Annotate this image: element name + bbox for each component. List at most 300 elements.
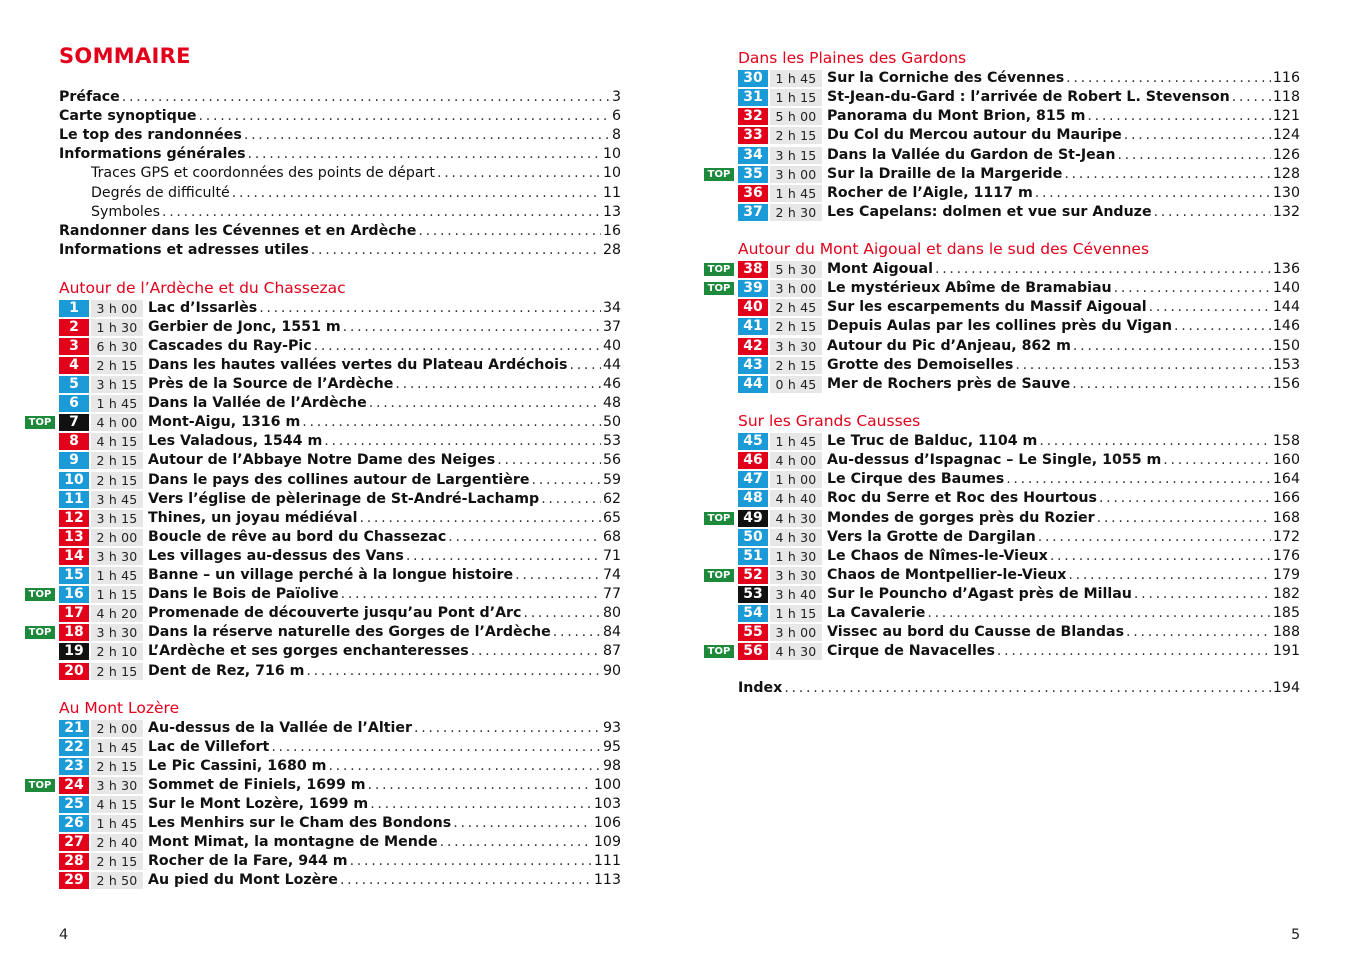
dot-leader [453,814,592,833]
hike-entry[interactable] [738,528,1300,547]
dot-leader [1050,547,1271,566]
dotted-line [148,299,621,318]
entry-title: Mer de Rochers près de Sauve [827,375,1071,392]
entry-title: Au-dessus d’Ispagnac – Le Single, 1055 m [827,452,1162,469]
entry-page: 65 [602,509,621,526]
entry-page: 74 [602,567,621,583]
dotted-line [827,279,1300,298]
hike-entry[interactable] [59,299,621,318]
hike-number-badge: 29 [59,872,89,889]
hike-entry[interactable] [707,260,1300,279]
hike-entry[interactable] [59,375,621,394]
entry-title: Le Truc de Balduc, 1104 m [827,433,1038,450]
entry-page: 77 [602,586,621,603]
entry-title: Le top des randonnées [59,127,242,144]
entry-title: Lac de Villefort [148,738,270,755]
dot-leader [1174,317,1271,336]
hike-duration: 2 h 45 [770,299,822,316]
entry-title: Le Chaos de Nîmes-le-Vieux [827,547,1048,564]
hike-duration: 1 h 30 [770,548,822,565]
hike-entry[interactable] [738,69,1300,88]
entry-title: Banne – un village perché à la longue histoire [148,567,514,583]
dotted-line [148,814,621,833]
hike-entry[interactable] [59,356,621,375]
hike-duration: 3 h 30 [91,624,143,641]
dotted-line [148,833,621,852]
dotted-line [738,679,1300,698]
index-entry[interactable] [738,679,1300,698]
hike-entry[interactable] [59,604,621,623]
hike-number-badge: 4 [59,357,89,374]
dot-leader [1163,451,1271,470]
hike-duration: 2 h 15 [91,472,143,489]
entry-page: 153 [1272,356,1300,373]
dot-leader [1114,279,1271,298]
hike-duration: 3 h 40 [770,586,822,603]
dot-leader [1232,88,1271,107]
entry-page: 136 [1272,261,1300,278]
entry-page: 126 [1272,146,1300,163]
dot-leader [1072,375,1271,394]
hike-number-badge: 43 [738,357,768,374]
hike-entry[interactable] [738,107,1300,126]
hike-duration: 2 h 15 [91,853,143,870]
hike-entry[interactable] [59,719,621,738]
hike-entry[interactable] [59,509,621,528]
hike-duration: 4 h 40 [770,490,822,507]
hike-duration: 3 h 30 [91,777,143,794]
entry-title: Depuis Aulas par les collines près du Vigan [827,318,1172,335]
hike-number-badge: 10 [59,472,89,489]
hike-number-badge: 12 [59,510,89,527]
dotted-line [148,394,621,413]
entry-title: Autour du Pic d’Anjeau, 862 m [827,337,1071,354]
dot-leader [314,337,601,356]
entry-page: 28 [602,241,621,258]
entry-page: 172 [1272,528,1300,545]
hike-entry[interactable] [738,432,1300,451]
dotted-line [827,375,1300,394]
entry-title: Roc du Serre et Roc des Hourtous [827,490,1097,507]
hike-number-badge: 17 [59,605,89,622]
entry-title: Près de la Source de l’Ardèche [148,376,394,392]
hike-number-badge: 27 [59,834,89,851]
entry-title: Grotte des Demoiselles [827,356,1014,373]
dot-leader [369,394,601,413]
dot-leader [350,852,592,871]
hike-entry[interactable] [738,298,1300,317]
front-entry[interactable] [59,203,621,222]
dot-leader [341,585,601,604]
hike-duration: 2 h 00 [91,529,143,546]
entry-page: 109 [593,834,621,851]
dotted-line [827,165,1300,184]
top-badge: TOP [704,569,734,582]
entry-title: Sur le Pouncho d’Agast près de Millau [827,585,1132,602]
hike-number-badge: 48 [738,490,768,507]
entry-page: 80 [602,605,621,622]
entry-page: 93 [602,719,621,736]
entry-title: Panorama du Mont Brion, 815 m [827,108,1086,125]
entry-title: Promenade de découverte jusqu’au Pont d’Arc [148,605,522,622]
hike-entry[interactable] [59,394,621,413]
hike-duration: 5 h 00 [770,108,822,125]
hike-number-badge: 36 [738,185,768,202]
hike-number-badge: 24 [59,777,89,794]
dot-leader [1068,566,1271,585]
dot-leader [271,738,601,757]
dot-leader [244,126,610,145]
hike-entry[interactable] [28,413,621,432]
entry-title: Sur la Draille de la Margeride [827,165,1063,182]
hike-entry[interactable] [59,662,621,681]
hike-number-badge: 49 [738,510,768,527]
top-badge: TOP [25,416,55,429]
dotted-line [827,184,1300,203]
dotted-line [148,451,621,470]
dotted-line [827,432,1300,451]
dot-leader [162,203,601,222]
entry-page: 6 [611,108,621,125]
dotted-line [827,585,1300,604]
dotted-line [827,146,1300,165]
hike-entry[interactable] [59,814,621,833]
dotted-line [148,566,621,585]
hike-number-badge: 32 [738,108,768,125]
entry-title: Dans la Vallée du Gardon de St-Jean [827,146,1116,163]
hike-entry[interactable] [738,317,1300,336]
hike-duration: 2 h 30 [770,204,822,221]
front-entry[interactable] [59,241,621,260]
page-number-right: 5 [1291,927,1301,943]
entry-page: 87 [602,643,621,660]
dot-leader [523,604,600,623]
hike-entry[interactable] [738,203,1300,222]
entry-title: Dans le pays des collines autour de Largentière [148,471,530,488]
top-badge: TOP [25,626,55,639]
hike-duration: 3 h 00 [770,624,822,641]
hike-duration: 1 h 00 [770,471,822,488]
dot-leader [414,719,601,738]
hike-entry[interactable] [738,547,1300,566]
entry-title: Symboles [91,203,160,220]
hike-number-badge: 39 [738,280,768,297]
entry-page: 53 [602,433,621,450]
entry-page: 179 [1272,566,1300,583]
entry-page: 156 [1272,375,1300,392]
hike-duration: 3 h 30 [91,548,143,565]
hike-entry[interactable] [707,642,1300,661]
entry-page: 168 [1272,509,1300,526]
hike-duration: 1 h 15 [91,586,143,603]
hike-duration: 2 h 15 [770,318,822,335]
entry-page: 150 [1272,337,1300,354]
hike-entry[interactable] [738,585,1300,604]
hike-entry[interactable] [738,184,1300,203]
dot-leader [1087,107,1271,126]
hike-entry[interactable] [738,604,1300,623]
entry-page: 140 [1272,280,1300,297]
dot-leader [1154,203,1271,222]
entry-title: Rocher de la Fare, 944 m [148,853,348,870]
hike-number-badge: 42 [738,338,768,355]
dotted-line [827,547,1300,566]
front-entry[interactable] [59,222,621,241]
dot-leader [1117,146,1270,165]
entry-title: Carte synoptique [59,108,197,125]
entry-title: L’Ardèche et ses gorges enchanteresses [148,643,469,660]
dot-leader [1134,585,1271,604]
entry-page: 50 [602,414,621,431]
hike-number-badge: 45 [738,433,768,450]
hike-duration: 4 h 15 [91,433,143,450]
dot-leader [1073,337,1271,356]
dotted-line [148,642,621,661]
entry-page: 160 [1272,452,1300,469]
hike-duration: 3 h 45 [91,491,143,508]
hike-entry[interactable] [59,547,621,566]
dotted-line [148,623,621,642]
hike-duration: 3 h 15 [91,376,143,393]
hike-entry[interactable] [738,126,1300,145]
entry-title: Dans le Bois de Païolive [148,586,339,603]
hike-entry[interactable] [59,833,621,852]
dotted-line [148,356,621,375]
hike-entry[interactable] [59,642,621,661]
dotted-line [59,222,621,241]
dot-leader [1064,165,1271,184]
hike-number-badge: 44 [738,376,768,393]
hike-duration: 2 h 15 [770,357,822,374]
hike-number-badge: 18 [59,624,89,641]
dotted-line [827,528,1300,547]
entry-title: Dans les hautes vallées vertes du Plateau Ardéchois [148,356,568,373]
hike-entry[interactable] [707,566,1300,585]
dot-leader [232,184,601,203]
dot-leader [199,107,610,126]
dot-leader [541,490,601,509]
hike-number-badge: 11 [59,491,89,508]
dotted-line [827,260,1300,279]
dot-leader [448,528,601,547]
entry-page: 62 [602,490,621,507]
dotted-line [148,795,621,814]
hike-entry[interactable] [738,470,1300,489]
dot-leader [259,299,601,318]
dotted-line [148,490,621,509]
entry-page: 71 [602,547,621,564]
entry-page: 46 [602,376,621,392]
dot-leader [302,413,601,432]
hike-number-badge: 26 [59,815,89,832]
section-title: Autour du Mont Aigoual et dans le sud des Cévennes [738,240,1150,258]
hike-entry[interactable] [738,451,1300,470]
dot-leader [343,318,601,337]
dot-leader [1039,432,1271,451]
hike-number-badge: 9 [59,452,89,469]
entry-page: 158 [1272,433,1300,450]
hike-entry[interactable] [59,337,621,356]
dotted-line [148,719,621,738]
hike-duration: 4 h 30 [770,510,822,527]
entry-title: Rocher de l’Aigle, 1117 m [827,184,1033,201]
hike-duration: 1 h 45 [91,567,143,584]
front-entry[interactable] [59,184,621,203]
dotted-line [148,318,621,337]
hike-duration: 3 h 00 [770,280,822,297]
dotted-line [148,509,621,528]
entry-page: 100 [593,776,621,793]
hike-entry[interactable] [738,623,1300,642]
dot-leader [440,833,592,852]
hike-duration: 1 h 15 [770,89,822,106]
hike-entry[interactable] [738,356,1300,375]
hike-entry[interactable] [707,509,1300,528]
dotted-line [59,241,621,260]
dot-leader [1038,528,1271,547]
hike-entry[interactable] [707,279,1300,298]
entry-title: St-Jean-du-Gard : l’arrivée de Robert L. Stevenson [827,89,1230,106]
entry-page: 95 [602,738,621,755]
dotted-line [827,509,1300,528]
hike-entry[interactable] [28,623,621,642]
dotted-line [827,337,1300,356]
entry-page: 68 [602,528,621,545]
entry-title: Cirque de Navacelles [827,643,995,660]
dotted-line [148,871,621,890]
entry-title: Le Cirque des Baumes [827,471,1005,488]
dot-leader [1099,489,1271,508]
hike-entry[interactable] [59,566,621,585]
entry-page: 144 [1272,299,1300,316]
section-title: Sur les Grands Causses [738,412,921,430]
hike-number-badge: 1 [59,300,89,317]
front-entry[interactable] [59,164,621,183]
hike-entry[interactable] [28,776,621,795]
hike-number-badge: 22 [59,739,89,756]
hike-entry[interactable] [28,585,621,604]
entry-page: 106 [593,815,621,832]
hike-duration: 1 h 45 [91,395,143,412]
hike-entry[interactable] [738,146,1300,165]
entry-title: Mondes de gorges près du Rozier [827,509,1095,526]
hike-duration: 3 h 30 [770,338,822,355]
hike-duration: 2 h 50 [91,872,143,889]
hike-number-badge: 3 [59,338,89,355]
hike-number-badge: 2 [59,319,89,336]
hike-entry[interactable] [738,489,1300,508]
entry-title: Sur les escarpements du Massif Aigoual [827,299,1147,316]
hike-entry[interactable] [59,432,621,451]
hike-number-badge: 53 [738,586,768,603]
hike-duration: 2 h 15 [91,357,143,374]
hike-entry[interactable] [707,165,1300,184]
hike-duration: 2 h 15 [91,452,143,469]
entry-page: 90 [602,662,621,679]
hike-number-badge: 25 [59,796,89,813]
dot-leader [1035,184,1271,203]
hike-entry[interactable] [59,795,621,814]
dot-leader [395,375,601,394]
dot-leader [1097,509,1271,528]
hike-duration: 3 h 30 [770,567,822,584]
dot-leader [569,356,600,375]
hike-entry[interactable] [738,88,1300,107]
dotted-line [59,184,621,203]
hike-entry[interactable] [738,337,1300,356]
hike-duration: 4 h 00 [770,452,822,469]
hike-entry[interactable] [59,471,621,490]
hike-entry[interactable] [738,375,1300,394]
front-entry[interactable] [59,107,621,126]
hike-number-badge: 38 [738,261,768,278]
top-badge: TOP [25,779,55,792]
hike-duration: 1 h 30 [91,319,143,336]
hike-number-badge: 28 [59,853,89,870]
front-entry[interactable] [59,126,621,145]
entry-page: 56 [602,452,621,469]
hike-entry[interactable] [59,871,621,890]
entry-page: 11 [602,184,621,201]
hike-entry[interactable] [59,490,621,509]
front-entry[interactable] [59,145,621,164]
dotted-line [827,642,1300,661]
dotted-line [148,432,621,451]
dotted-line [827,451,1300,470]
entry-title: Les villages au-dessus des Vans [148,547,404,564]
hike-number-badge: 37 [738,204,768,221]
hike-entry[interactable] [59,757,621,776]
hike-entry[interactable] [59,318,621,337]
entry-page: 113 [593,872,621,889]
dot-leader [248,145,601,164]
entry-page: 16 [602,222,621,239]
hike-entry[interactable] [59,738,621,757]
hike-entry[interactable] [59,528,621,547]
entry-title: Informations et adresses utiles [59,241,309,258]
entry-title: Au pied du Mont Lozère [148,872,338,889]
dot-leader [1149,298,1271,317]
dot-leader [359,509,600,528]
entry-title: Cascades du Ray-Pic [148,337,312,354]
hike-duration: 1 h 45 [770,433,822,450]
hike-number-badge: 14 [59,548,89,565]
entry-title: Degrés de difficulté [91,184,230,201]
entry-title: Sommet de Finiels, 1699 m [148,776,366,793]
hike-duration: 4 h 30 [770,529,822,546]
entry-title: Préface [59,89,120,105]
hike-duration: 3 h 00 [770,166,822,183]
front-entry[interactable] [59,88,621,107]
entry-page: 176 [1272,547,1300,564]
page-number-left: 4 [59,927,69,943]
hike-number-badge: 19 [59,643,89,660]
entry-title: Chaos de Montpellier-le-Vieux [827,566,1067,583]
hike-number-badge: 20 [59,663,89,680]
entry-title: Index [738,680,783,696]
entry-page: 191 [1272,643,1300,660]
dotted-line [827,356,1300,375]
hike-entry[interactable] [59,451,621,470]
entry-page: 8 [611,127,621,144]
hike-duration: 3 h 00 [91,300,143,317]
hike-duration: 1 h 45 [91,739,143,756]
hike-number-badge: 31 [738,89,768,106]
hike-entry[interactable] [59,852,621,871]
hike-duration: 4 h 30 [770,643,822,660]
top-badge: TOP [704,168,734,181]
entry-title: Vers la Grotte de Dargilan [827,528,1036,545]
